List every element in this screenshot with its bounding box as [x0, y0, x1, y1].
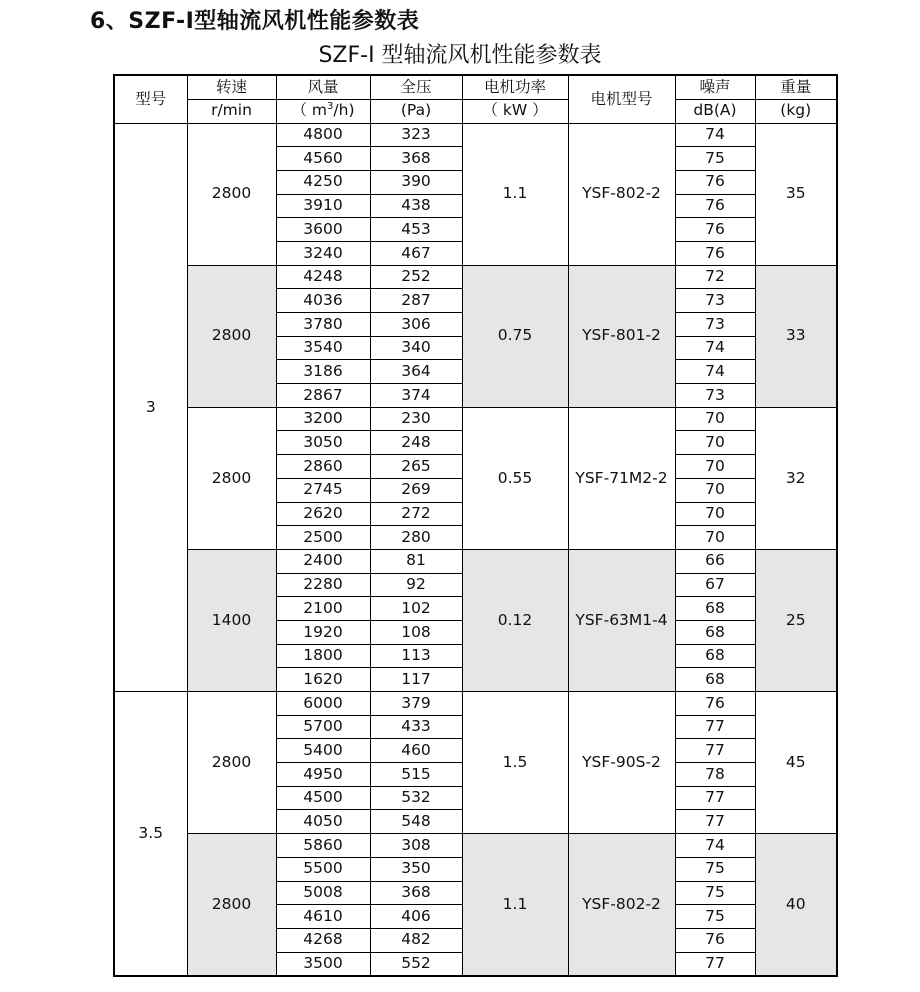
table-row — [114, 407, 837, 431]
cell-noise: 68 — [675, 597, 755, 621]
cell-noise: 77 — [675, 952, 755, 976]
cell-noise: 76 — [675, 218, 755, 242]
header-weight: 重量 — [755, 75, 837, 99]
cell-noise: 74 — [675, 834, 755, 858]
cell-noise: 76 — [675, 170, 755, 194]
cell-noise: 68 — [675, 620, 755, 644]
cell-pressure: 248 — [370, 431, 462, 455]
cell-flow: 4610 — [276, 905, 370, 929]
cell-flow: 2867 — [276, 384, 370, 408]
cell-flow: 1920 — [276, 620, 370, 644]
cell-flow: 3780 — [276, 313, 370, 337]
cell-weight: 32 — [755, 407, 837, 549]
cell-weight: 25 — [755, 549, 837, 691]
table-body — [114, 123, 837, 976]
cell-pressure: 374 — [370, 384, 462, 408]
cell-pressure: 390 — [370, 170, 462, 194]
cell-noise: 70 — [675, 526, 755, 550]
cell-pressure: 552 — [370, 952, 462, 976]
cell-flow: 2620 — [276, 502, 370, 526]
cell-flow: 2500 — [276, 526, 370, 550]
cell-noise: 76 — [675, 194, 755, 218]
cell-motor: YSF-802-2 — [568, 123, 675, 265]
cell-pressure: 433 — [370, 715, 462, 739]
cell-flow: 5860 — [276, 834, 370, 858]
cell-weight: 40 — [755, 834, 837, 976]
cell-flow: 2860 — [276, 455, 370, 479]
table-row — [114, 692, 837, 716]
cell-noise: 68 — [675, 668, 755, 692]
cell-pressure: 482 — [370, 928, 462, 952]
flow-unit-post: /h) — [333, 101, 355, 120]
cell-flow: 1620 — [276, 668, 370, 692]
cell-flow: 3050 — [276, 431, 370, 455]
cell-motor: YSF-71M2-2 — [568, 407, 675, 549]
cell-flow: 3910 — [276, 194, 370, 218]
cell-pressure: 460 — [370, 739, 462, 763]
cell-pressure: 548 — [370, 810, 462, 834]
table-title: SZF-I 型轴流风机性能参数表 — [318, 43, 602, 68]
header-row-1 — [114, 75, 837, 99]
cell-flow: 3500 — [276, 952, 370, 976]
header-noise: 噪声 — [675, 75, 755, 99]
cell-flow: 5008 — [276, 881, 370, 905]
cell-noise: 73 — [675, 289, 755, 313]
cell-flow: 3600 — [276, 218, 370, 242]
cell-flow: 3240 — [276, 241, 370, 265]
cell-pressure: 113 — [370, 644, 462, 668]
cell-flow: 4800 — [276, 123, 370, 147]
cell-pressure: 306 — [370, 313, 462, 337]
cell-motor: YSF-90S-2 — [568, 692, 675, 834]
cell-noise: 70 — [675, 502, 755, 526]
cell-noise: 67 — [675, 573, 755, 597]
cell-power: 1.1 — [462, 123, 568, 265]
cell-flow: 4950 — [276, 763, 370, 787]
cell-noise: 77 — [675, 715, 755, 739]
header-weight-unit: (kg) — [755, 99, 837, 123]
cell-pressure: 280 — [370, 526, 462, 550]
header-flow: 风量 — [276, 75, 370, 99]
cell-motor: YSF-63M1-4 — [568, 549, 675, 691]
cell-pressure: 350 — [370, 857, 462, 881]
section-heading: 6、SZF-I型轴流风机性能参数表 — [90, 9, 420, 34]
cell-flow: 6000 — [276, 692, 370, 716]
header-noise-unit: dB(A) — [675, 99, 755, 123]
header-speed-unit: r/min — [187, 99, 276, 123]
cell-speed: 2800 — [187, 407, 276, 549]
cell-pressure: 340 — [370, 336, 462, 360]
table-row — [114, 834, 837, 858]
cell-pressure: 323 — [370, 123, 462, 147]
cell-pressure: 364 — [370, 360, 462, 384]
cell-flow: 3540 — [276, 336, 370, 360]
cell-noise: 75 — [675, 147, 755, 171]
cell-power: 1.1 — [462, 834, 568, 976]
cell-pressure: 467 — [370, 241, 462, 265]
cell-power: 0.55 — [462, 407, 568, 549]
cell-pressure: 252 — [370, 265, 462, 289]
cell-flow: 2280 — [276, 573, 370, 597]
cell-flow: 5500 — [276, 857, 370, 881]
cell-flow: 3200 — [276, 407, 370, 431]
cell-noise: 75 — [675, 881, 755, 905]
cell-weight: 33 — [755, 265, 837, 407]
cell-pressure: 102 — [370, 597, 462, 621]
cell-pressure: 287 — [370, 289, 462, 313]
cell-flow: 3186 — [276, 360, 370, 384]
cell-noise: 77 — [675, 786, 755, 810]
cell-flow: 4248 — [276, 265, 370, 289]
cell-noise: 70 — [675, 407, 755, 431]
cell-noise: 74 — [675, 123, 755, 147]
flow-unit-pre: （ m — [291, 101, 328, 120]
performance-table — [113, 74, 838, 977]
cell-noise: 73 — [675, 313, 755, 337]
cell-noise: 77 — [675, 810, 755, 834]
cell-noise: 75 — [675, 857, 755, 881]
cell-flow: 5400 — [276, 739, 370, 763]
flow-unit-sup: 3 — [327, 101, 334, 113]
cell-pressure: 515 — [370, 763, 462, 787]
cell-flow: 4268 — [276, 928, 370, 952]
cell-pressure: 108 — [370, 620, 462, 644]
cell-flow: 2100 — [276, 597, 370, 621]
cell-pressure: 230 — [370, 407, 462, 431]
cell-pressure: 406 — [370, 905, 462, 929]
cell-noise: 73 — [675, 384, 755, 408]
cell-power: 0.75 — [462, 265, 568, 407]
header-row-2 — [114, 99, 837, 123]
cell-pressure: 81 — [370, 549, 462, 573]
header-flow-unit — [276, 99, 370, 123]
cell-speed: 2800 — [187, 834, 276, 976]
cell-noise: 70 — [675, 431, 755, 455]
cell-flow: 2745 — [276, 478, 370, 502]
cell-pressure: 265 — [370, 455, 462, 479]
cell-noise: 76 — [675, 928, 755, 952]
cell-flow: 4250 — [276, 170, 370, 194]
cell-pressure: 379 — [370, 692, 462, 716]
header-pressure-unit: (Pa) — [370, 99, 462, 123]
cell-flow: 5700 — [276, 715, 370, 739]
cell-speed: 1400 — [187, 549, 276, 691]
table-row — [114, 265, 837, 289]
cell-flow: 4050 — [276, 810, 370, 834]
cell-motor: YSF-802-2 — [568, 834, 675, 976]
table-row — [114, 123, 837, 147]
cell-flow: 1800 — [276, 644, 370, 668]
cell-pressure: 272 — [370, 502, 462, 526]
cell-noise: 68 — [675, 644, 755, 668]
cell-noise: 76 — [675, 692, 755, 716]
cell-flow: 4500 — [276, 786, 370, 810]
cell-noise: 70 — [675, 478, 755, 502]
cell-pressure: 368 — [370, 147, 462, 171]
cell-motor: YSF-801-2 — [568, 265, 675, 407]
cell-noise: 74 — [675, 360, 755, 384]
header-pressure: 全压 — [370, 75, 462, 99]
table-row — [114, 549, 837, 573]
cell-flow: 2400 — [276, 549, 370, 573]
cell-flow: 4560 — [276, 147, 370, 171]
header-speed: 转速 — [187, 75, 276, 99]
cell-pressure: 117 — [370, 668, 462, 692]
cell-noise: 76 — [675, 241, 755, 265]
cell-power: 1.5 — [462, 692, 568, 834]
cell-noise: 66 — [675, 549, 755, 573]
header-model: 型号 — [114, 75, 187, 123]
cell-speed: 2800 — [187, 265, 276, 407]
cell-pressure: 532 — [370, 786, 462, 810]
cell-noise: 70 — [675, 455, 755, 479]
cell-speed: 2800 — [187, 692, 276, 834]
cell-noise: 77 — [675, 739, 755, 763]
cell-pressure: 453 — [370, 218, 462, 242]
cell-pressure: 92 — [370, 573, 462, 597]
cell-flow: 4036 — [276, 289, 370, 313]
cell-pressure: 269 — [370, 478, 462, 502]
cell-noise: 72 — [675, 265, 755, 289]
cell-pressure: 308 — [370, 834, 462, 858]
cell-noise: 78 — [675, 763, 755, 787]
cell-weight: 35 — [755, 123, 837, 265]
cell-pressure: 368 — [370, 881, 462, 905]
cell-model: 3 — [114, 123, 187, 692]
cell-weight: 45 — [755, 692, 837, 834]
cell-power: 0.12 — [462, 549, 568, 691]
header-power: 电机功率 — [462, 75, 568, 99]
cell-speed: 2800 — [187, 123, 276, 265]
cell-pressure: 438 — [370, 194, 462, 218]
cell-model: 3.5 — [114, 692, 187, 976]
cell-noise: 74 — [675, 336, 755, 360]
cell-noise: 75 — [675, 905, 755, 929]
header-power-unit: （ kW ） — [462, 99, 568, 123]
header-motor: 电机型号 — [568, 75, 675, 123]
